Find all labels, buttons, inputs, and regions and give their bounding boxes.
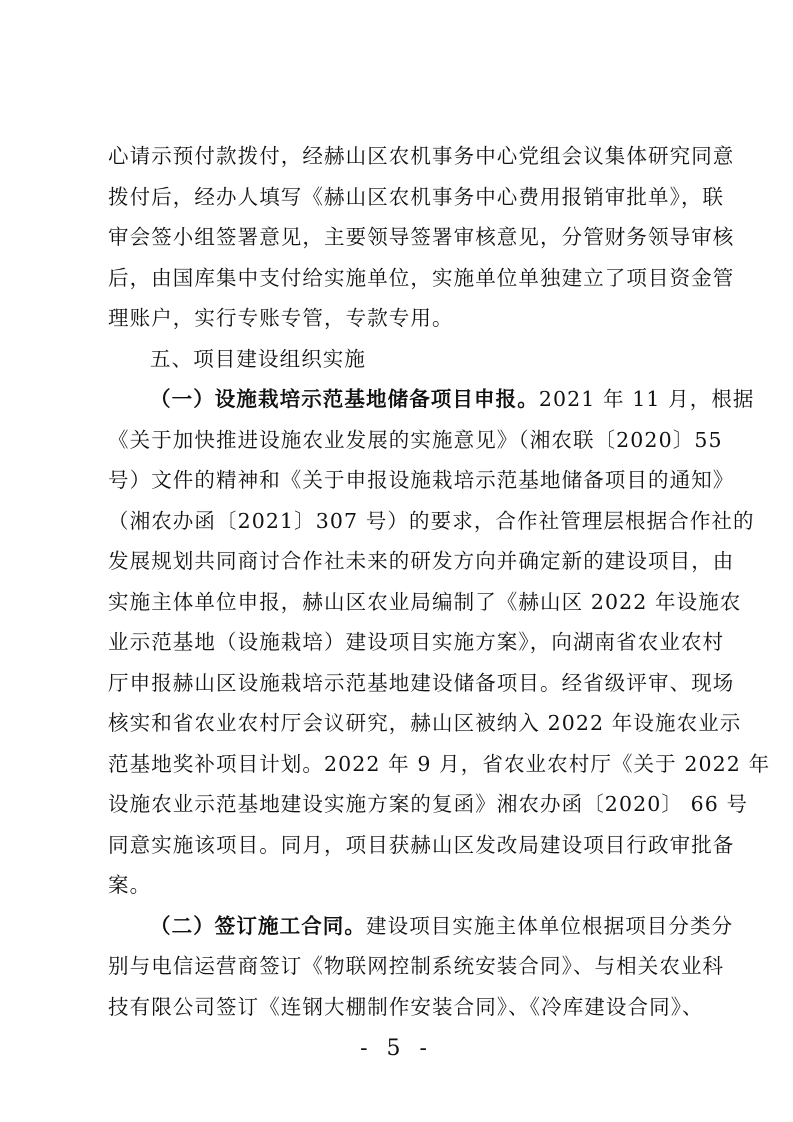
subsection-first-line bbox=[150, 385, 755, 413]
paragraph-line: （湘农办函〔2021〕307 号）的要求，合作社管理层根据合作社的 bbox=[108, 508, 755, 533]
subsection-first-line bbox=[150, 912, 734, 940]
paragraph-line: 范基地奖补项目计划。2022 年 9 月，省农业农村厅《关于 2022 年 bbox=[108, 751, 771, 776]
paragraph-line: 发展规划共同商讨合作社未来的研发方向并确定新的建设项目，由 bbox=[108, 549, 735, 573]
paragraph-line: 心请示预付款拨付，经赫山区农机事务中心党组会议集体研究同意 bbox=[108, 144, 735, 168]
section-heading: 五、项目建设组织实施 bbox=[150, 346, 366, 371]
paragraph-line: 设施农业示范基地建设实施方案的复函》湘农办函〔2020〕 66 号 bbox=[108, 792, 749, 816]
paragraph-line: 后，由国库集中支付给实施单位，实施单位单独建立了项目资金管 bbox=[108, 265, 735, 290]
paragraph-line: 同意实施该项目。同月，项目获赫山区发改局建设项目行政审批备 bbox=[108, 832, 735, 857]
paragraph-line: 实施主体单位申报，赫山区农业局编制了《赫山区 2022 年设施农 bbox=[108, 589, 742, 614]
paragraph-line: 核实和省农业农村厅会议研究，赫山区被纳入 2022 年设施农业示 bbox=[108, 711, 742, 735]
paragraph-line: 理账户，实行专账专管，专款专用。 bbox=[108, 306, 454, 330]
subsection-text: 建设项目实施主体单位根据项目分类分 bbox=[366, 913, 734, 938]
paragraph-line: 《关于加快推进设施农业发展的实施意见》（湘农联〔2020〕55 bbox=[108, 427, 723, 452]
page-number: - 5 - bbox=[360, 1036, 433, 1061]
subsection-heading: （一）设施栽培示范基地储备项目申报。 bbox=[150, 387, 539, 411]
paragraph-line: 案。 bbox=[108, 873, 152, 897]
paragraph-line: 拨付后，经办人填写《赫山区农机事务中心费用报销审批单》，联 bbox=[108, 184, 725, 209]
paragraph-line: 号）文件的精神和《关于申报设施栽培示范基地储备项目的通知》 bbox=[108, 468, 735, 492]
subsection-text: 2021 年 11 月，根据 bbox=[538, 387, 755, 411]
paragraph-line: 技有限公司签订《连钢大棚制作安装合同》、《冷库建设合同》、 bbox=[108, 994, 704, 1019]
subsection-heading: （二）签订施工合同。 bbox=[150, 913, 366, 938]
paragraph-line: 别与电信运营商签订《物联网控制系统安装合同》、与相关农业科 bbox=[108, 954, 725, 978]
paragraph-line: 业示范基地（设施栽培）建设项目实施方案》，向湖南省农业农村 bbox=[108, 630, 725, 654]
paragraph-line: 厅申报赫山区设施栽培示范基地建设储备项目。经省级评审、现场 bbox=[108, 670, 735, 695]
paragraph-line: 审会签小组签署意见，主要领导签署审核意见，分管财务领导审核 bbox=[108, 225, 735, 249]
